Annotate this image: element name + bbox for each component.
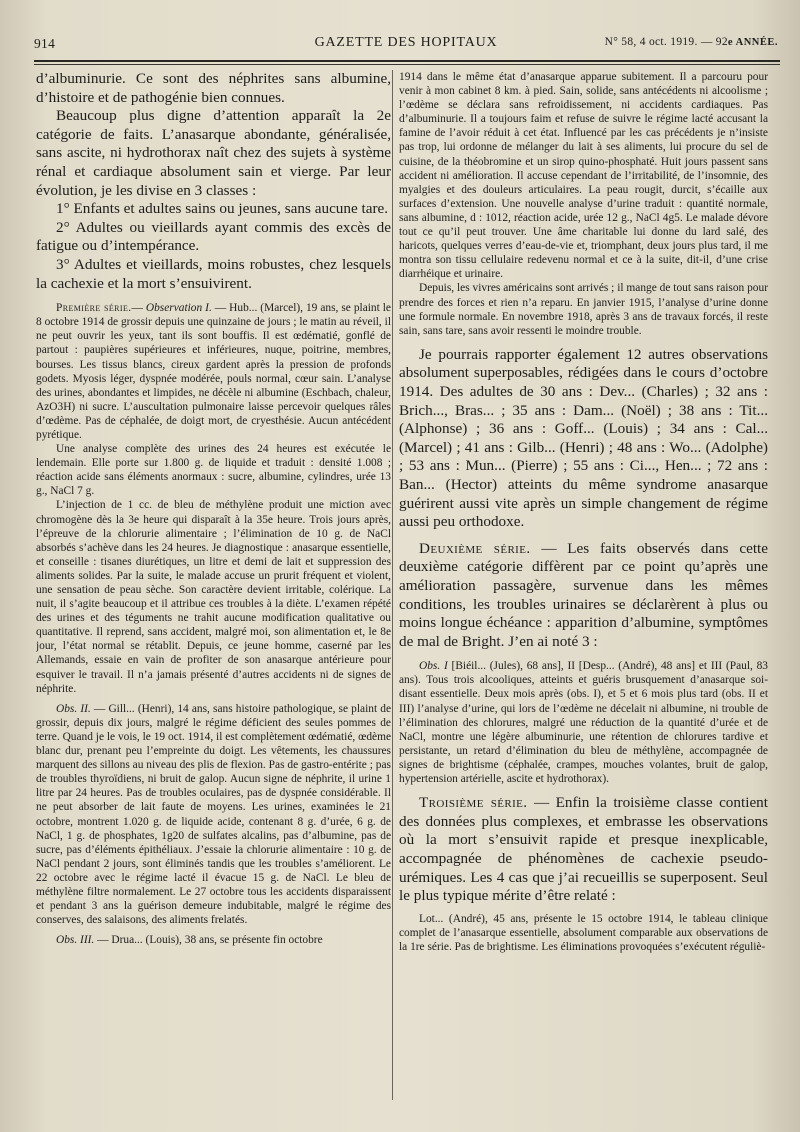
list-item: 2° Adultes ou vieillards ayant commis des excès de fatigue ou d’intempérance.	[36, 218, 391, 255]
paragraph: Une analyse complète des urines des 24 heures est exécutée le lendemain. Elle porte sur 1.800 g. de liquide et traduit : densité 1.008 ; réaction acide sans éléments anormaux : sucre, albumine, cylindres, urée 13 g., NaCl 7 g.	[36, 443, 391, 498]
paragraph	[36, 702, 391, 928]
paragraph: Première série.— Observation I. — Hub... (Marcel), 19 ans, se plaint le 8 octobre 1914 de grossir depuis une quinzaine de jours ; le matin au réveil, il ne peut ouvrir les yeux, tant ils sont bouffis. Il est œdématié, gonflé de partout : paupières supérieures et inférieures, nuque, poitrine, membres, bourses. Les tissus blancs, cireux gardent après la pression de profonds godets. Myosis léger, dyspnée modérée, pouls normal, cœur sain. L’analyse des urines, abondantes et limpides, ne décèle ni albumine (Eschbach, chaleur, AzO3H) ni sucre. L’auscultation pulmonaire laisse percevoir quelques râles d’œdème. Pas de céphalée, de doigt mort, de cryesthésie. Aucun antécédent pyrétique.	[36, 302, 391, 441]
paragraph: 1914 dans le même état d’anasarque apparue subitement. Il a parcouru pour venir à mon cabinet 8 km. à pied. Sain, solide, sans antécédents ni alcoolisme ; l’œdème se déclara sans refroidissement, ni accidents cardiaques. Pas d’albuminurie. Il a toujours faim et refuse de suivre le régime lacté accusant la famine de l’avoir réduit à cet état. Influencé par les cas précédents je n’insiste pas trop, lui ordonne de mélanger du lait à ses aliments, lui procure du sel de cuisine, de la théobromine et un sirop quino-phosphaté. Huit jours passent sans accident ni amélioration. Il accuse cependant de l’irritabilité, de l’insomnie, des myalgies et des douleurs articulaires. La peau rougit, durcit, s’écaille aux surfaces d’extension. Une nouvelle analyse d’urine traduit : quantité normale, sans albumine, d : 1012, réaction acide, urée 12 g., NaCl 4g5. Le malade dévore tout ce qu’il peut trouver. Une âme charitable lui donne du lard salé, des haricots, quelques verres d’eau-de-vie et, triomphant, deux jours plus tard, il me montra son tissu cellulaire redevenu normal et ce à la suite, dit-il, d’une crise diarrhéique et urinaire.	[399, 71, 768, 281]
right-column	[399, 70, 768, 1110]
paragraph	[36, 933, 391, 947]
column-divider	[392, 70, 393, 1100]
running-header	[34, 32, 778, 54]
series-heading: Première série.	[56, 302, 132, 315]
observation-text: — Hub... (Marcel), 19 ans, se plaint le 8 octobre 1914 de grossir depuis une quinzaine de jours ; le matin au réveil, il ne peut ouvrir les yeux, tant ils sont bouffis. Il est œdématié, gonflé de partout : paupières supérieures et inférieures, nuque, poitrine, membres, bourses. Les tissus blancs, cireux gardent après la pression de profonds godets. Myosis léger, dyspnée modérée, pouls normal, cœur sain. L’analyse des urines, abondantes et limpides, ne décèle ni albumine (Eschbach, chaleur, AzO3H) ni sucre. L’auscultation pulmonaire laisse percevoir quelques râles d’œdème. Pas de céphalée, de doigt mort, de cryesthésie. Aucun antécédent pyrétique.	[36, 302, 391, 441]
paragraph: Lot... (André), 45 ans, présente le 15 octobre 1914, le tableau clinique complet de l’anasarque essentielle, absolument comparable aux observations de la 1re série. Pas de brightisme. Les éliminations provoquées s’exécutent réguliè-	[399, 912, 768, 953]
paragraph: d’albuminurie. Ce sont des néphrites sans albumine, d’histoire et de pathogénie bien connues.	[36, 70, 391, 106]
observation-label: Observation I.	[145, 302, 212, 315]
paragraph: Depuis, les vivres américains sont arrivés ; il mange de tout sans raison pour prendre des forces et rien n’a reparu. En janvier 1915, l’analyse d’urine donne une formule normale. En novembre 1918, après 3 ans de travaux forcés, il reste sain, sans tare, sans avoir ressenti le moindre trouble.	[399, 282, 768, 337]
observation-text: — Gill... (Henri), 14 ans, sans histoire pathologique, se plaint de grossir, depuis dix jours, malgré le régime déficient des seules pommes de terre. Quand je le vois, le 19 oct. 1914, il est complètement œdématié, œdème blanc dur, prenant peu l’empreinte du doigt. Les vêtements, les chaussures marquent des sillons au niveau des plis de flexion. Pas de gastro-entérite ; pas de troubles thyroïdiens, ni bruit de galop. Aucun signe de néphrite, il urine 1 litre par 24 heures. Pas de troubles oculaires, pas de dyspnée considérable. Il ne peut absorber de lait faute de moyens. Les urines, examinées le 21 octobre, montrent 1.020 g. de liquide acide, contenant 8 g. d’urée, 6 g. de NaCl, 1 g. de phosphates, 1g20 de sulfates alcalins, pas d’albumine, pas de sucre, pas d’éléments épithéliaux. J’essaie la chlorurie alimentaire : 10 g. de NaCl pendant 2 jours, sont éliminés tandis que les troubles s’améliorent. Le 22 octobre avec le régime lacté il évacue 15 g. de NaCl. Le bleu de méthylène filtre normalement. Le 27 octobre tous les accidents disparaissent et pendant 3 ans la guérison demeure indubitable, malgré le régime des conserves, des salaisons, des aliments frelatés.	[36, 702, 391, 927]
series-heading: Troisième série.	[419, 794, 528, 812]
issue-date: N° 58, 4 oct. 1919. — 92	[604, 36, 728, 48]
series-text: — Les faits observés dans cette deuxième catégorie diffèrent par ce point qu’après une amélioration passagère, survenue dans les mêmes conditions, les troubles urinaires se déclarèrent à plus ou moins longue échéance : apparition d’albumine, symptômes de mal de Bright. J’en ai noté 3 :	[399, 539, 768, 650]
paragraph	[399, 659, 768, 786]
observation-label: Obs. III.	[56, 934, 95, 947]
page-number: 914	[34, 36, 56, 51]
observation-text: — Drua... (Louis), 38 ans, se présente fin octobre	[94, 934, 323, 947]
series-text: — Enfin la troisième classe contient des données plus complexes, et embrasse les observations où la mort s’ensuivit rapide et presque inexplicable, accompagnée de phénomènes de cachexie pseudo-urémiques. Les 4 cas que j’ai recueillis se superposent. Seul le plus typique mérite d’être relaté :	[399, 794, 768, 905]
paragraph: Beaucoup plus digne d’attention apparaît la 2e catégorie de faits. L’anasarque abondante, généralisée, sans ascite, ni hydrothorax naît chez des sujets à système rénal et cardiaque absolument sain et vierge. Par leur évolution, je les divise en 3 classes :	[36, 107, 391, 199]
issue-info	[605, 36, 778, 48]
header-rule-thin	[34, 64, 780, 65]
paragraph	[399, 794, 768, 906]
paragraph: Je pourrais rapporter également 12 autres observations absolument superposables, rédigées dans le cours d’octobre 1914. Des adultes de 30 ans : Dev... (Charles) ; 32 ans : Brich..., Bras... ; 35 ans : Dam... (Noël) ; 38 ans : Tit... (Alphonse) ; 36 ans : Goff... (Louis) ; 34 ans : Cal... (Marcel) ; 41 ans : Gilb... (Henri) ; 48 ans : Wo... (Adolphe) ; 53 ans : Mun... (Pierre) ; 55 ans : Ci..., Hen... ; 72 ans : Ban... (Hector) atteints du même syndrome anasarque guérirent aussi vite après un simple changement de régime aussi peu orthodoxe.	[399, 345, 768, 531]
list-item: 3° Adultes et vieillards, moins robustes, chez lesquels la cachexie et la mort s’ensuivirent.	[36, 255, 391, 292]
observation-label: Obs. I	[419, 660, 448, 673]
issue-year: e ANNÉE.	[727, 37, 778, 48]
journal-title: GAZETTE DES HOPITAUX	[314, 35, 498, 50]
series-heading: Deuxième série.	[419, 539, 531, 557]
paragraph: L’injection de 1 cc. de bleu de méthylène produit une miction avec chromogène dès la 3e heure qui disparaît à la 35e heure. Trois jours après, l’épreuve de la chlorurie alimentaire ; l’élimination de 10 g. de NaCl absorbés s’achève dans les 24 heures. Je diagnostique : anasarque essentielle, et conseille : tisanes diurétiques, un litre et demi de lait et suppression des aliments solides. Par la suite, le malade accuse un prurit fréquent et violent, une sensation de peau sèche. Son caractère devient irritable, colérique. La nuit, il s’agite beaucoup et il attribue ces troubles à la diète. L’examen répété des urines et des téguments ne trahit aucune modification qualitative ou quantitative. Il reprend, sans accident, malgré moi, son alimentation et, le 8e jour, l’état normal se rétablit. Depuis, ce jeune homme, caserné par les Allemands, essaie en vain de profiter de son anasarque antérieure pour esquiver le travail. Il n’a jamais présenté d’autres accidents ni de signes de néphrite.	[36, 499, 391, 695]
observation-label: Obs. II.	[56, 702, 91, 715]
header-rule	[34, 60, 780, 62]
left-column	[36, 70, 391, 1110]
observation-text: [Biéil... (Jules), 68 ans], II [Desp... (André), 48 ans] et III (Paul, 83 ans). Tous trois alcooliques, atteints et guéris brusquement d’anasarque soi-disant essentielle. Deux mois après (obs. I), et 5 et 6 mois plus tard (obs. II et III) l’analyse d’urine, qui lors de l’œdème ne décelait ni albumine, ni trouble de l’élimination des chlorures, malgré une réduction de la quantité d’urée et de NaCl, montre une légère albuminurie, une rétention de chlorures tardive et persistante, un retard d’élimination du bleu de méthylène, accompagnée de signes de brightisme (céphalée, crampes, mouches volantes, bruit de galop, hypertension artérielle, ascite et hydrothorax).	[399, 660, 768, 786]
list-item: 1° Enfants et adultes sains ou jeunes, sans aucune tare.	[56, 200, 389, 218]
paragraph	[399, 540, 768, 652]
